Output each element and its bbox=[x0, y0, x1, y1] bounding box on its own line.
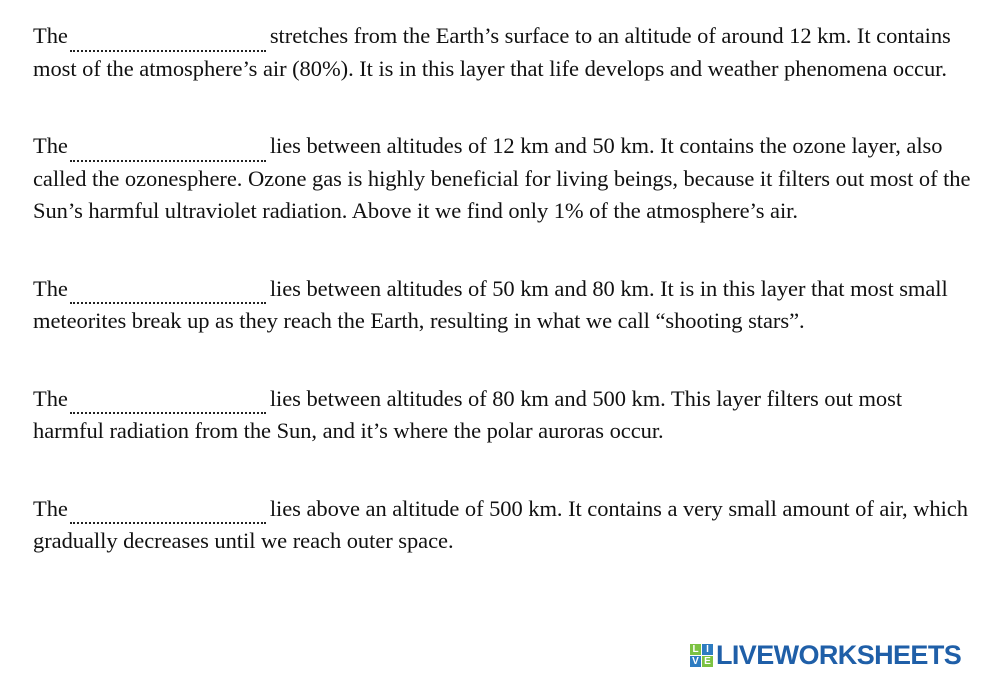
logo-mark-icon: L I V E bbox=[690, 644, 713, 667]
paragraph-prefix: The bbox=[33, 495, 68, 521]
liveworksheets-logo bbox=[690, 637, 961, 673]
paragraph-text: lies between altitudes of 50 km and 80 km. It is in this layer that most small meteorites break up as they reach the Earth, resulting in what we call “shooting stars”. bbox=[33, 275, 948, 333]
paragraph-text: lies between altitudes of 12 km and 50 km. It contains the ozone layer, also called the ozonesphere. Ozone gas is highly beneficial for living beings, because it filters out most of the Sun’s harmful ultraviolet radiation. Above it we find only 1% of the atmosphere’s air. bbox=[33, 133, 971, 223]
logo-text: LIVEWORKSHEETS bbox=[716, 639, 962, 670]
paragraph-thermosphere bbox=[33, 383, 973, 448]
paragraph-exosphere bbox=[33, 493, 973, 558]
paragraph-stratosphere bbox=[33, 130, 973, 228]
paragraph-troposphere bbox=[33, 20, 973, 85]
paragraph-text: lies between altitudes of 80 km and 500 km. This layer filters out most harmful radiation from the Sun, and it’s where the polar auroras occur. bbox=[33, 385, 903, 443]
answer-blank-3[interactable] bbox=[70, 278, 266, 304]
paragraph-prefix: The bbox=[33, 275, 68, 301]
paragraph-mesosphere bbox=[33, 273, 973, 338]
worksheet bbox=[33, 20, 973, 558]
paragraph-prefix: The bbox=[33, 23, 68, 48]
answer-blank-2[interactable] bbox=[70, 136, 266, 162]
paragraph-text: stretches from the Earth’s surface to an altitude of around 12 km. It contains most of the atmosphere’s air (80%). It is in this layer that life develops and weather phenomena occur. bbox=[33, 23, 951, 81]
paragraph-prefix: The bbox=[33, 133, 68, 158]
answer-blank-5[interactable] bbox=[70, 498, 266, 524]
paragraph-text: lies above an altitude of 500 km. It contains a very small amount of air, which gradually decreases until we reach outer space. bbox=[33, 495, 968, 553]
answer-blank-4[interactable] bbox=[70, 388, 266, 414]
paragraph-prefix: The bbox=[33, 385, 68, 411]
answer-blank-1[interactable] bbox=[70, 26, 266, 52]
